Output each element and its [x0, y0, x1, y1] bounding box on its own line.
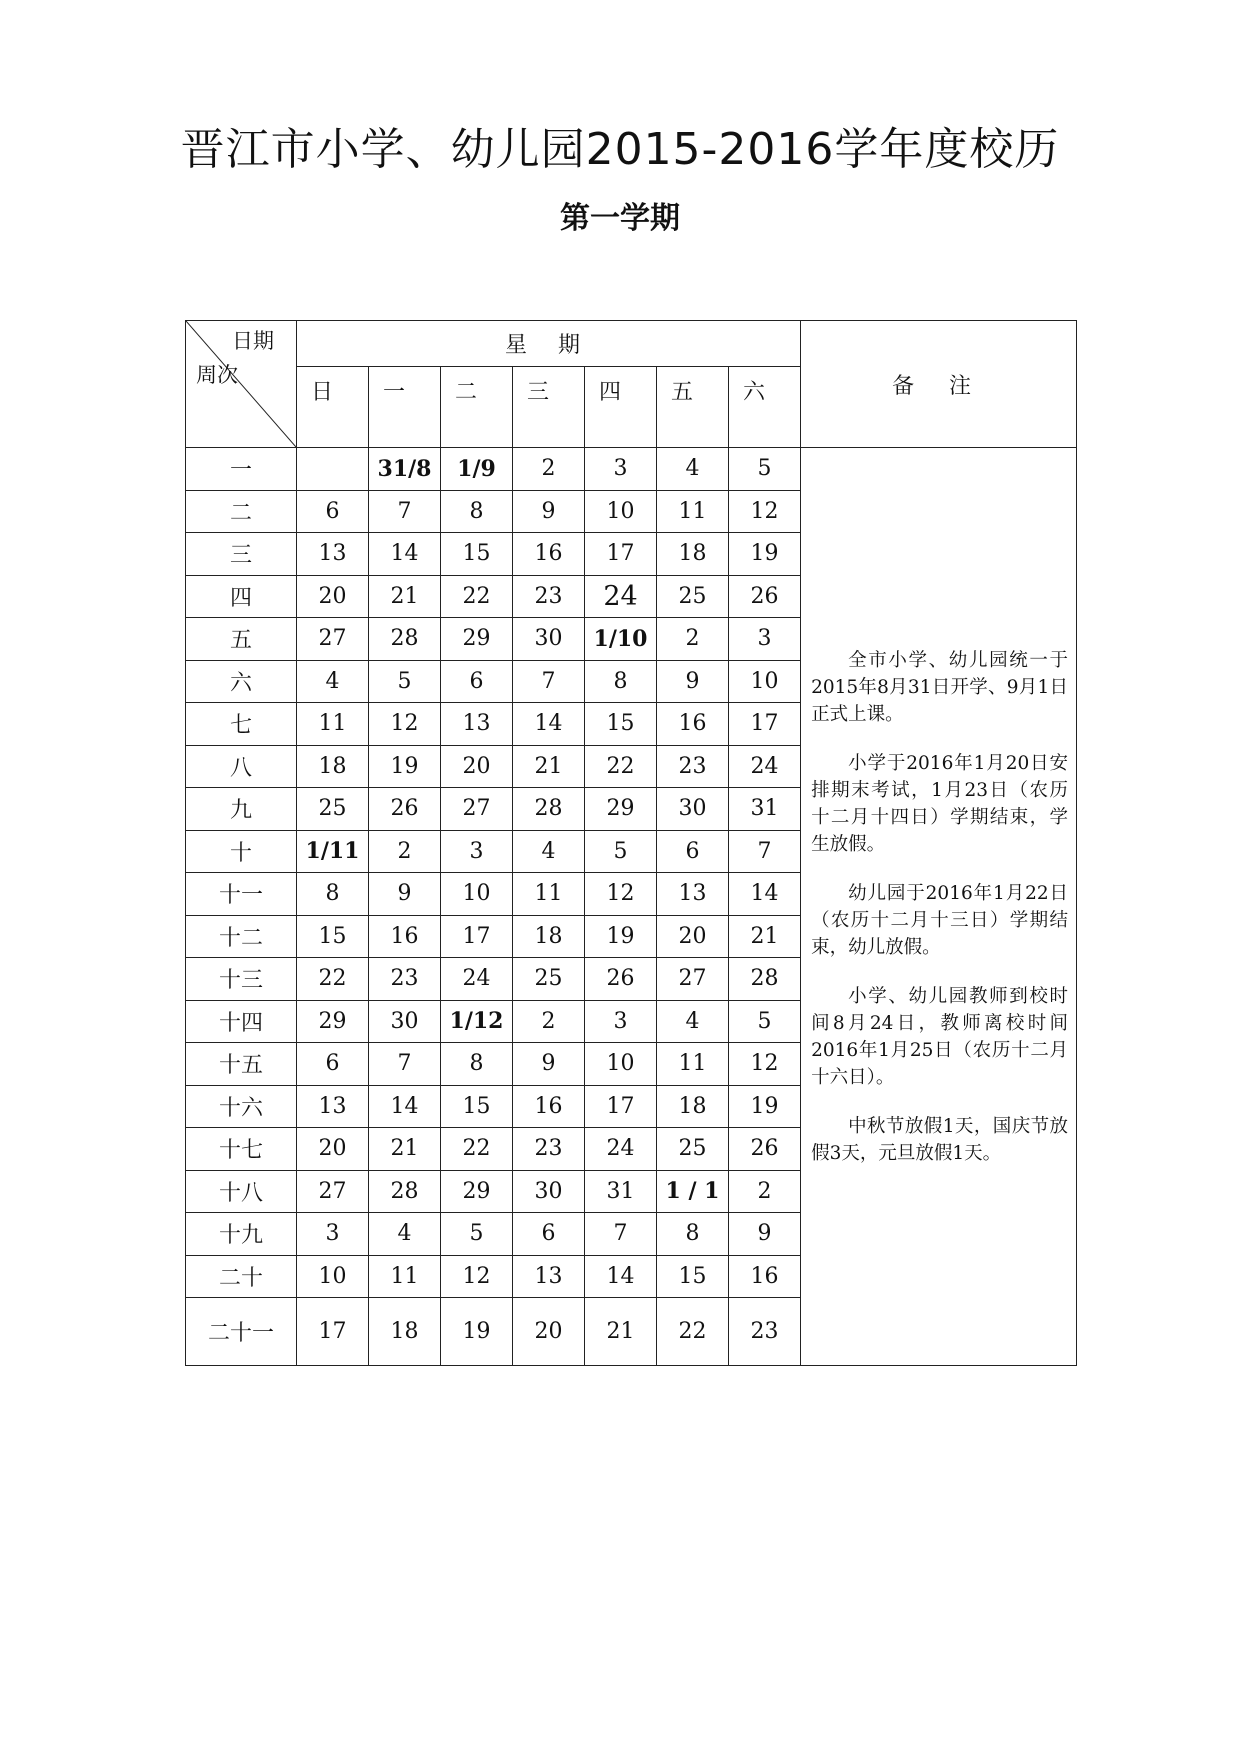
date-cell: 19	[729, 1085, 801, 1128]
date-cell: 4	[657, 448, 729, 491]
date-cell: 27	[441, 788, 513, 831]
week-label: 十三	[186, 958, 297, 1001]
date-cell: 30	[513, 1170, 585, 1213]
date-cell: 15	[657, 1255, 729, 1298]
date-cell: 2	[729, 1170, 801, 1213]
weekday-header-4: 四	[585, 367, 657, 448]
date-cell: 18	[297, 745, 369, 788]
date-cell: 15	[441, 1085, 513, 1128]
week-label: 十	[186, 830, 297, 873]
date-cell: 11	[297, 703, 369, 746]
date-cell: 3	[297, 1213, 369, 1256]
date-cell: 18	[369, 1298, 441, 1366]
date-cell: 5	[729, 448, 801, 491]
date-cell: 2	[369, 830, 441, 873]
date-cell: 16	[513, 1085, 585, 1128]
date-cell: 8	[657, 1213, 729, 1256]
week-label: 五	[186, 618, 297, 661]
date-cell: 22	[657, 1298, 729, 1366]
date-cell: 31	[585, 1170, 657, 1213]
date-cell: 20	[513, 1298, 585, 1366]
weekday-header-6: 六	[729, 367, 801, 448]
date-cell: 14	[369, 533, 441, 576]
date-cell: 13	[297, 1085, 369, 1128]
date-cell: 12	[585, 873, 657, 916]
date-cell: 17	[585, 533, 657, 576]
date-cell: 2	[513, 448, 585, 491]
date-cell: 23	[729, 1298, 801, 1366]
date-cell: 14	[585, 1255, 657, 1298]
date-cell: 18	[513, 915, 585, 958]
weekday-header-2: 二	[441, 367, 513, 448]
note-paragraph: 幼儿园于2016年1月22日（农历十二月十三日）学期结束，幼儿放假。	[811, 882, 1069, 958]
date-cell: 16	[657, 703, 729, 746]
week-label: 十五	[186, 1043, 297, 1086]
date-cell: 17	[585, 1085, 657, 1128]
date-cell: 6	[441, 660, 513, 703]
date-cell: 13	[441, 703, 513, 746]
date-cell: 14	[729, 873, 801, 916]
date-cell: 28	[513, 788, 585, 831]
date-cell: 4	[513, 830, 585, 873]
date-cell: 12	[369, 703, 441, 746]
date-cell: 28	[729, 958, 801, 1001]
date-cell: 25	[657, 575, 729, 618]
date-cell: 16	[729, 1255, 801, 1298]
date-cell: 10	[297, 1255, 369, 1298]
date-cell: 15	[441, 533, 513, 576]
date-cell: 26	[729, 575, 801, 618]
date-cell: 13	[513, 1255, 585, 1298]
date-cell: 25	[513, 958, 585, 1001]
date-cell: 2	[513, 1000, 585, 1043]
date-cell: 9	[513, 1043, 585, 1086]
week-label: 十一	[186, 873, 297, 916]
corner-header-cell	[186, 321, 297, 448]
date-cell: 19	[729, 533, 801, 576]
date-cell: 28	[369, 1170, 441, 1213]
note-paragraph: 小学、幼儿园教师到校时间8月24日，教师离校时间2016年1月25日（农历十二月十六日）。	[811, 985, 1069, 1088]
date-cell: 4	[297, 660, 369, 703]
date-cell: 1 / 1	[657, 1170, 729, 1213]
date-cell: 14	[513, 703, 585, 746]
corner-week-label: 周次	[196, 363, 238, 387]
date-cell: 24	[729, 745, 801, 788]
note-paragraph: 全市小学、幼儿园统一于2015年8月31日开学、9月1日正式上课。	[811, 649, 1069, 725]
date-cell: 25	[657, 1128, 729, 1171]
date-cell: 15	[297, 915, 369, 958]
date-cell: 31/8	[369, 448, 441, 491]
date-cell: 1/10	[585, 618, 657, 661]
date-cell: 24	[441, 958, 513, 1001]
date-cell: 30	[513, 618, 585, 661]
corner-date-label: 日期	[232, 329, 274, 353]
date-cell: 3	[441, 830, 513, 873]
date-cell: 5	[585, 830, 657, 873]
date-cell: 17	[729, 703, 801, 746]
date-cell: 18	[657, 533, 729, 576]
week-label: 二	[186, 490, 297, 533]
date-cell: 7	[729, 830, 801, 873]
notes-header: 备 注	[801, 321, 1077, 448]
date-cell: 8	[297, 873, 369, 916]
date-cell: 29	[441, 618, 513, 661]
date-cell: 30	[369, 1000, 441, 1043]
weekday-group-header: 星 期	[297, 321, 801, 367]
date-cell: 21	[585, 1298, 657, 1366]
date-cell: 21	[369, 1128, 441, 1171]
date-cell: 17	[441, 915, 513, 958]
date-cell: 5	[729, 1000, 801, 1043]
date-cell: 23	[513, 575, 585, 618]
date-cell: 29	[441, 1170, 513, 1213]
date-cell: 23	[657, 745, 729, 788]
date-cell	[297, 448, 369, 491]
date-cell: 20	[297, 575, 369, 618]
date-cell: 7	[585, 1213, 657, 1256]
date-cell: 7	[513, 660, 585, 703]
date-cell: 20	[657, 915, 729, 958]
date-cell: 18	[657, 1085, 729, 1128]
date-cell: 1/11	[297, 830, 369, 873]
date-cell: 27	[657, 958, 729, 1001]
date-cell: 23	[513, 1128, 585, 1171]
semester-subtitle: 第一学期	[560, 201, 680, 236]
date-cell: 5	[369, 660, 441, 703]
date-cell: 11	[657, 490, 729, 533]
date-cell: 7	[369, 490, 441, 533]
date-cell: 10	[585, 490, 657, 533]
date-cell: 19	[369, 745, 441, 788]
date-cell: 16	[513, 533, 585, 576]
week-label: 十六	[186, 1085, 297, 1128]
date-cell: 19	[585, 915, 657, 958]
date-cell: 12	[441, 1255, 513, 1298]
date-cell: 15	[585, 703, 657, 746]
date-cell: 20	[297, 1128, 369, 1171]
weekday-header-3: 三	[513, 367, 585, 448]
date-cell: 11	[657, 1043, 729, 1086]
date-cell: 22	[441, 1128, 513, 1171]
date-cell: 30	[657, 788, 729, 831]
page-title: 晋江市小学、幼儿园2015-2016学年度校历	[180, 124, 1060, 175]
date-cell: 17	[297, 1298, 369, 1366]
date-cell: 23	[369, 958, 441, 1001]
date-cell: 27	[297, 1170, 369, 1213]
date-cell: 1/12	[441, 1000, 513, 1043]
date-cell: 13	[297, 533, 369, 576]
date-cell: 4	[369, 1213, 441, 1256]
week-label: 九	[186, 788, 297, 831]
date-cell: 8	[441, 490, 513, 533]
date-cell: 2	[657, 618, 729, 661]
date-cell: 12	[729, 1043, 801, 1086]
week-label: 十七	[186, 1128, 297, 1171]
notes-cell	[801, 448, 1077, 1366]
week-label: 十九	[186, 1213, 297, 1256]
week-label: 四	[186, 575, 297, 618]
date-cell: 6	[657, 830, 729, 873]
date-cell: 8	[585, 660, 657, 703]
date-cell: 22	[585, 745, 657, 788]
date-cell: 14	[369, 1085, 441, 1128]
week-label: 十八	[186, 1170, 297, 1213]
date-cell: 11	[369, 1255, 441, 1298]
date-cell: 25	[297, 788, 369, 831]
date-cell: 31	[729, 788, 801, 831]
note-paragraph: 中秋节放假1天，国庆节放假3天，元旦放假1天。	[811, 1115, 1069, 1164]
date-cell: 6	[297, 490, 369, 533]
date-cell: 6	[513, 1213, 585, 1256]
week-label: 二十	[186, 1255, 297, 1298]
date-cell: 8	[441, 1043, 513, 1086]
date-cell: 26	[729, 1128, 801, 1171]
date-cell: 9	[369, 873, 441, 916]
date-cell: 3	[585, 448, 657, 491]
weekday-header-0: 日	[297, 367, 369, 448]
date-cell: 9	[729, 1213, 801, 1256]
date-cell: 10	[729, 660, 801, 703]
date-cell: 10	[585, 1043, 657, 1086]
week-label: 二十一	[186, 1298, 297, 1366]
date-cell: 20	[441, 745, 513, 788]
date-cell: 6	[297, 1043, 369, 1086]
date-cell: 29	[297, 1000, 369, 1043]
date-cell: 28	[369, 618, 441, 661]
date-cell: 26	[369, 788, 441, 831]
date-cell: 21	[513, 745, 585, 788]
week-label: 十二	[186, 915, 297, 958]
note-paragraph: 小学于2016年1月20日安排期末考试，1月23日（农历十二月十四日）学期结束，学生放假。	[811, 752, 1069, 855]
week-row	[186, 448, 1077, 491]
date-cell: 12	[729, 490, 801, 533]
week-label: 一	[186, 448, 297, 491]
week-label: 三	[186, 533, 297, 576]
date-cell: 3	[729, 618, 801, 661]
date-cell: 4	[657, 1000, 729, 1043]
date-cell: 5	[441, 1213, 513, 1256]
week-label: 十四	[186, 1000, 297, 1043]
date-cell: 26	[585, 958, 657, 1001]
date-cell: 13	[657, 873, 729, 916]
week-label: 八	[186, 745, 297, 788]
date-cell: 24	[585, 1128, 657, 1171]
week-label: 六	[186, 660, 297, 703]
weekday-header-5: 五	[657, 367, 729, 448]
date-cell: 9	[657, 660, 729, 703]
date-cell: 29	[585, 788, 657, 831]
date-cell: 27	[297, 618, 369, 661]
date-cell: 21	[729, 915, 801, 958]
week-label: 七	[186, 703, 297, 746]
weekday-header-1: 一	[369, 367, 441, 448]
date-cell: 9	[513, 490, 585, 533]
school-calendar-table	[185, 320, 1077, 1366]
date-cell: 1/9	[441, 448, 513, 491]
date-cell: 21	[369, 575, 441, 618]
date-cell: 10	[441, 873, 513, 916]
date-cell: 11	[513, 873, 585, 916]
date-cell: 3	[585, 1000, 657, 1043]
date-cell: 22	[441, 575, 513, 618]
date-cell: 19	[441, 1298, 513, 1366]
date-cell: 7	[369, 1043, 441, 1086]
date-cell: 16	[369, 915, 441, 958]
date-cell: 22	[297, 958, 369, 1001]
date-cell: 24	[585, 575, 657, 618]
